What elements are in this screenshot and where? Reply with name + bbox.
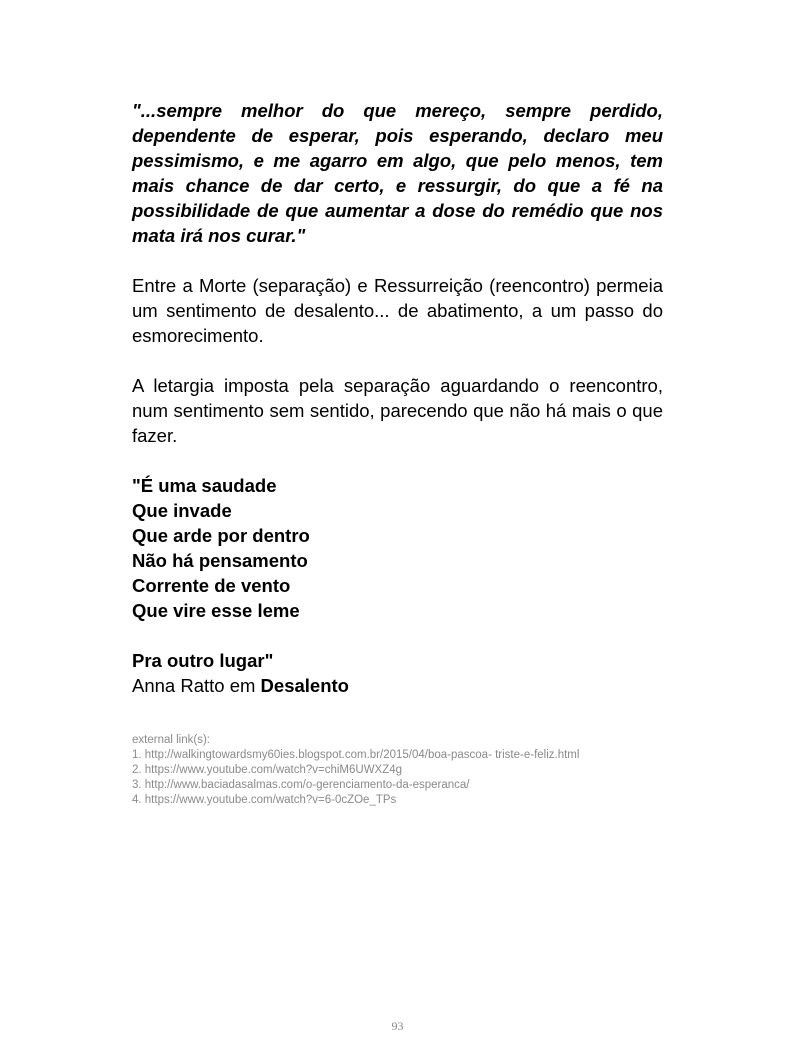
poem [132, 473, 663, 673]
external-link[interactable]: 2. https://www.youtube.com/watch?v=chiM6UWXZ4g [132, 764, 403, 776]
spacer [132, 448, 663, 473]
page-body [132, 98, 663, 698]
attribution [132, 673, 663, 698]
page-number: 93 [391, 1019, 404, 1033]
external-link[interactable]: 4. https://www.youtube.com/watch?v=6-0cZOe_TPs [132, 794, 397, 806]
poem-line: "É uma saudade [132, 475, 277, 496]
spacer [132, 248, 663, 273]
external-links [132, 733, 579, 808]
opening-quote: "...sempre melhor do que mereço, sempre perdido, dependente de esperar, pois esperando, declaro meu pessimismo, e me agarro em algo, que pelo menos, tem mais chance de dar certo, e ressurgir, do que a fé na possibilidade de que aumentar a dose do remédio que nos mata irá nos curar." [132, 100, 663, 246]
poem-line: Que invade [132, 500, 232, 521]
external-link[interactable]: 1. http://walkingtowardsmy60ies.blogspot.com.br/2015/04/boa-pascoa- triste-e-feliz.html [132, 749, 580, 761]
attribution-song-title: Desalento [260, 675, 349, 696]
spacer [132, 348, 663, 373]
paragraph-letargia: A letargia imposta pela separação aguardando o reencontro, num sentimento sem sentido, parecendo que não há mais o que fazer. [132, 375, 663, 446]
poem-final-line: Pra outro lugar" [132, 650, 274, 671]
paragraph-morte-ressurreicao: Entre a Morte (separação) e Ressurreição (reencontro) permeia um sentimento de desalento... de abatimento, a um passo do esmorecimento. [132, 275, 663, 346]
poem-line: Que vire esse leme [132, 600, 300, 621]
external-links-heading: external link(s): [132, 734, 210, 746]
attribution-author: Anna Ratto em [132, 675, 261, 696]
external-link[interactable]: 3. http://www.baciadasalmas.com/o-gerenciamento-da-esperanca/ [132, 779, 470, 791]
poem-line: Que arde por dentro [132, 525, 310, 546]
poem-line: Corrente de vento [132, 575, 291, 596]
poem-line: Não há pensamento [132, 550, 308, 571]
spacer [132, 623, 663, 648]
